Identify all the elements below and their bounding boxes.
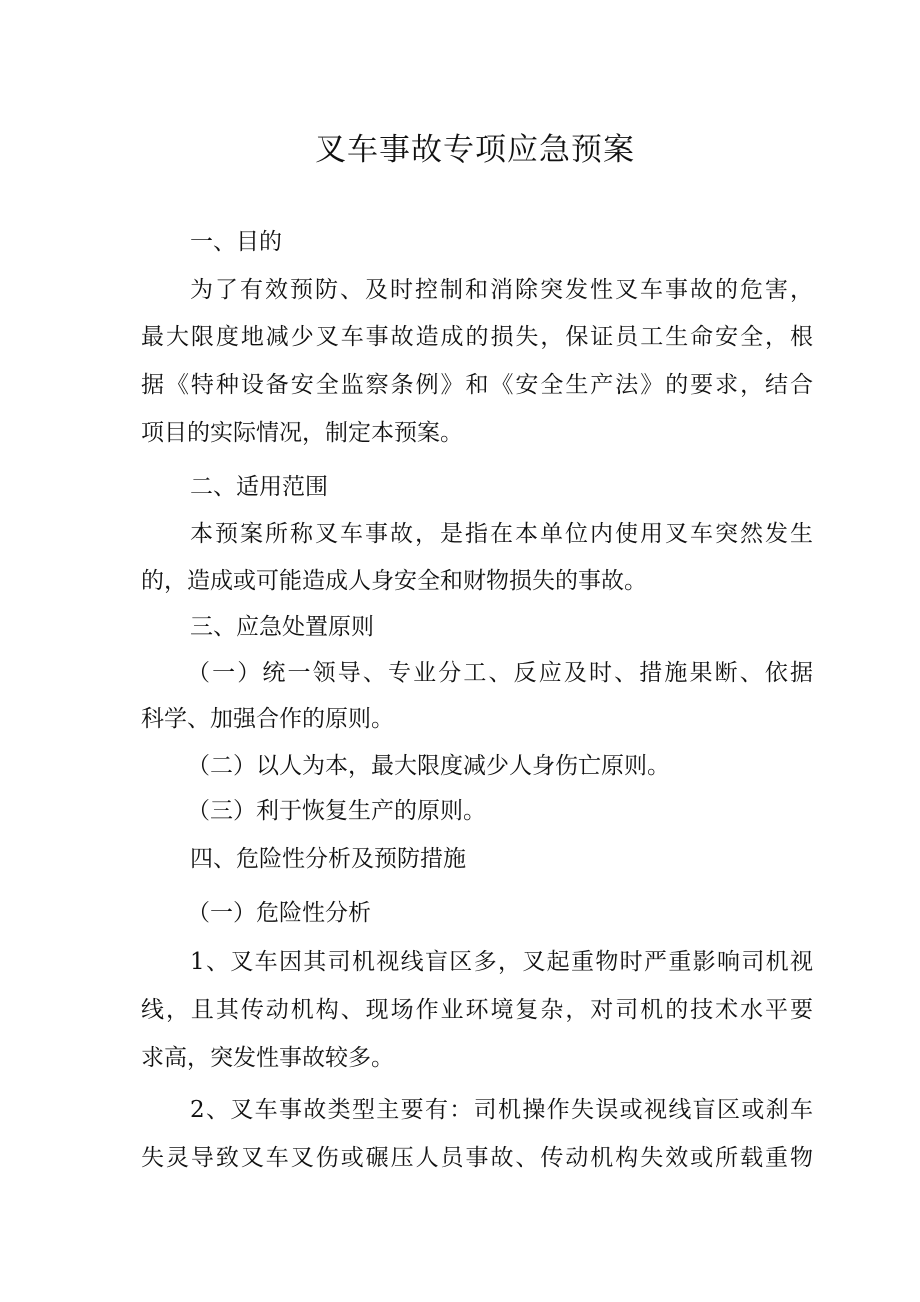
paragraph-line: 最大限度地减少叉车事故造成的损失，保证员工生命安全，根: [141, 324, 813, 350]
paragraph-line: （一）统一领导、专业分工、反应及时、措施果断、依据: [187, 660, 813, 686]
paragraph-line: （三）利于恢复生产的原则。: [187, 798, 486, 824]
paragraph-line: 2、叉车事故类型主要有：司机操作失误或视线盲区或刹车: [190, 1097, 813, 1123]
paragraph-line: 为了有效预防、及时控制和消除突发性叉车事故的危害，: [190, 277, 813, 303]
subsection-heading-risk-analysis: （一）危险性分析: [187, 900, 371, 926]
section-heading-purpose: 一、目的: [190, 229, 282, 255]
section-heading-principles: 三、应急处置原则: [190, 614, 374, 640]
paragraph-line: （二）以人为本，最大限度减少人身伤亡原则。: [187, 753, 670, 779]
page-title: 叉车事故专项应急预案: [315, 132, 635, 168]
paragraph-line: 据《特种设备安全监察条例》和《安全生产法》的要求，结合: [141, 372, 813, 398]
paragraph-line: 的，造成或可能造成人身安全和财物损失的事故。: [141, 568, 647, 594]
paragraph-line: 项目的实际情况，制定本预案。: [141, 420, 463, 446]
paragraph-line: 线，且其传动机构、现场作业环境复杂，对司机的技术水平要: [141, 997, 813, 1023]
paragraph-line: 1、叉车因其司机视线盲区多，叉起重物时严重影响司机视: [190, 949, 813, 975]
paragraph-line: 失灵导致叉车叉伤或碾压人员事故、传动机构失效或所载重物: [141, 1145, 813, 1171]
section-heading-risk: 四、危险性分析及预防措施: [190, 846, 466, 872]
section-heading-scope: 二、适用范围: [190, 474, 328, 500]
paragraph-line: 求高，突发性事故较多。: [141, 1045, 394, 1071]
paragraph-line: 科学、加强合作的原则。: [141, 706, 394, 732]
paragraph-line: 本预案所称叉车事故，是指在本单位内使用叉车突然发生: [190, 521, 813, 547]
